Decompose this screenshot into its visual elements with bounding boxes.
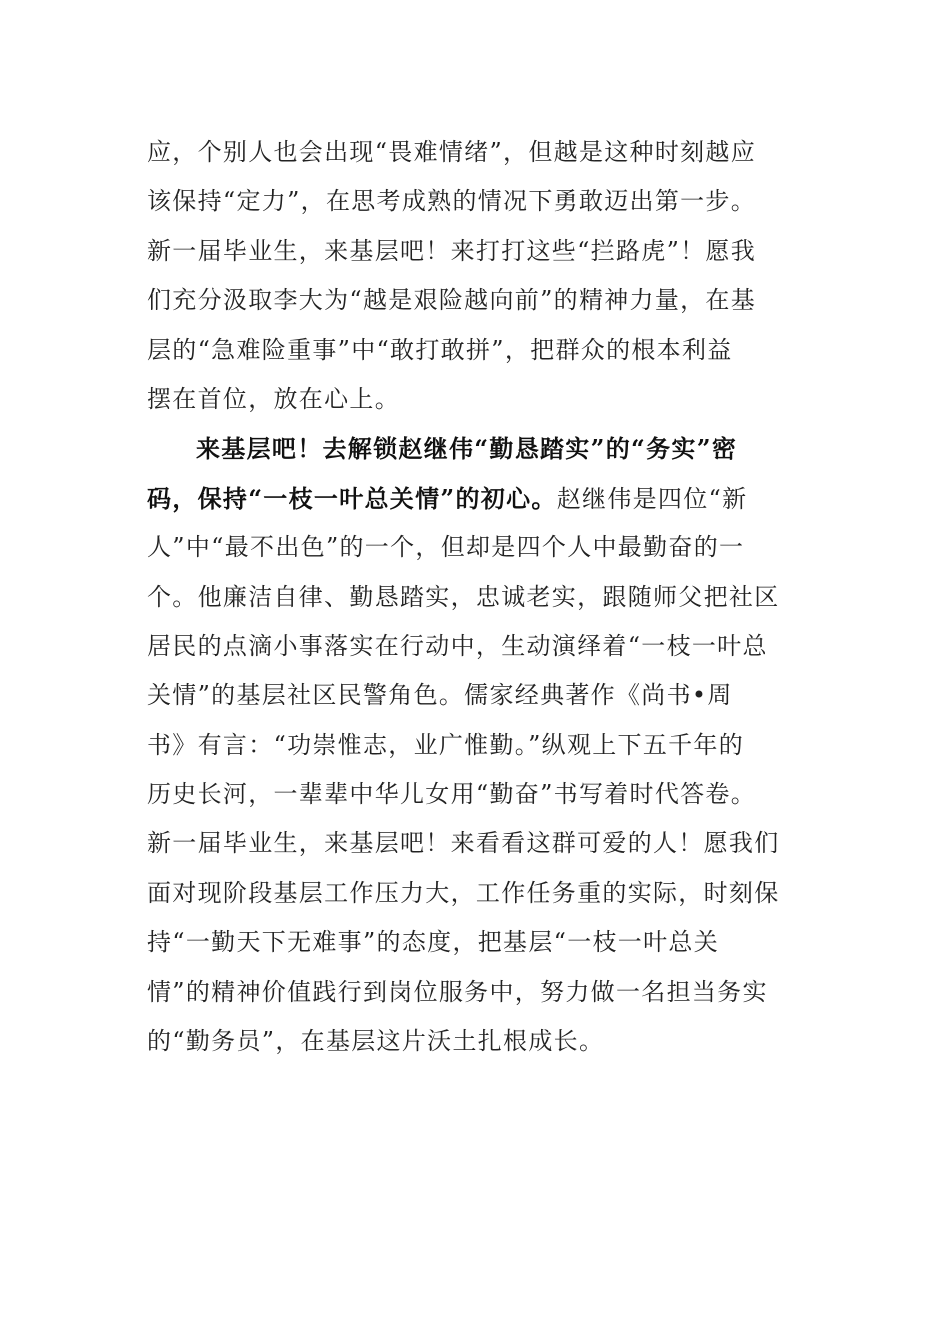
- paragraph-1: [147, 128, 787, 424]
- text-line: 持“一勤天下无难事”的态度，把基层“一枝一叶总关: [147, 928, 720, 957]
- bold-heading-text: 码，保持“一枝一叶总关情”的初心。: [147, 483, 557, 513]
- text-line: 居民的点滴小事落实在行动中，生动演绎着“一枝一叶总: [147, 631, 768, 660]
- text-line: 层的“急难险重事”中“敢打敢拼”，把群众的根本利益: [147, 335, 733, 364]
- text-line: 的“勤务员”，在基层这片沃土扎根成长。: [147, 1027, 605, 1056]
- text-line: 应，个别人也会出现“畏难情绪”，但越是这种时刻越应: [147, 138, 757, 166]
- text-line: 新一届毕业生，来基层吧！来看看这群可爱的人！愿我们: [147, 829, 780, 858]
- text-line: 关情”的基层社区民警角色。儒家经典著作《尚书•周: [147, 681, 733, 710]
- text-line: 摆在首位，放在心上。: [147, 384, 400, 413]
- text-line: 情”的精神价值践行到岗位服务中，努力做一名担当务实: [147, 977, 768, 1006]
- document-body: [147, 128, 787, 1066]
- text-line: 人”中“最不出色”的一个，但却是四个人中最勤奋的一: [147, 533, 745, 562]
- text-line: 该保持“定力”，在思考成熟的情况下勇敢迈出第一步。: [147, 187, 757, 216]
- paragraph-heading-line: [147, 424, 787, 473]
- bold-heading-text: 来基层吧！去解锁赵继伟“勤恳踏实”的“务实”密: [196, 434, 738, 464]
- text-line: 个。他廉洁自律、勤恳踏实，忠诚老实，跟随师父把社区: [147, 582, 780, 611]
- text-line: 面对现阶段基层工作压力大，工作任务重的实际，时刻保: [147, 878, 780, 907]
- body-text: 赵继伟是四位“新: [556, 484, 748, 513]
- text-line: 们充分汲取李大为“越是艰险越向前”的精神力量，在基: [147, 286, 757, 315]
- text-line: 历史长河，一辈辈中华儿女用“勤奋”书写着时代答卷。: [147, 780, 757, 809]
- paragraph-2: [147, 424, 787, 1066]
- text-line: 新一届毕业生，来基层吧！来打打这些“拦路虎”！愿我: [147, 236, 757, 265]
- text-line: 书》有言：“功崇惟志，业广惟勤。”纵观上下五千年的: [147, 730, 745, 759]
- paragraph-heading-line: [147, 474, 787, 523]
